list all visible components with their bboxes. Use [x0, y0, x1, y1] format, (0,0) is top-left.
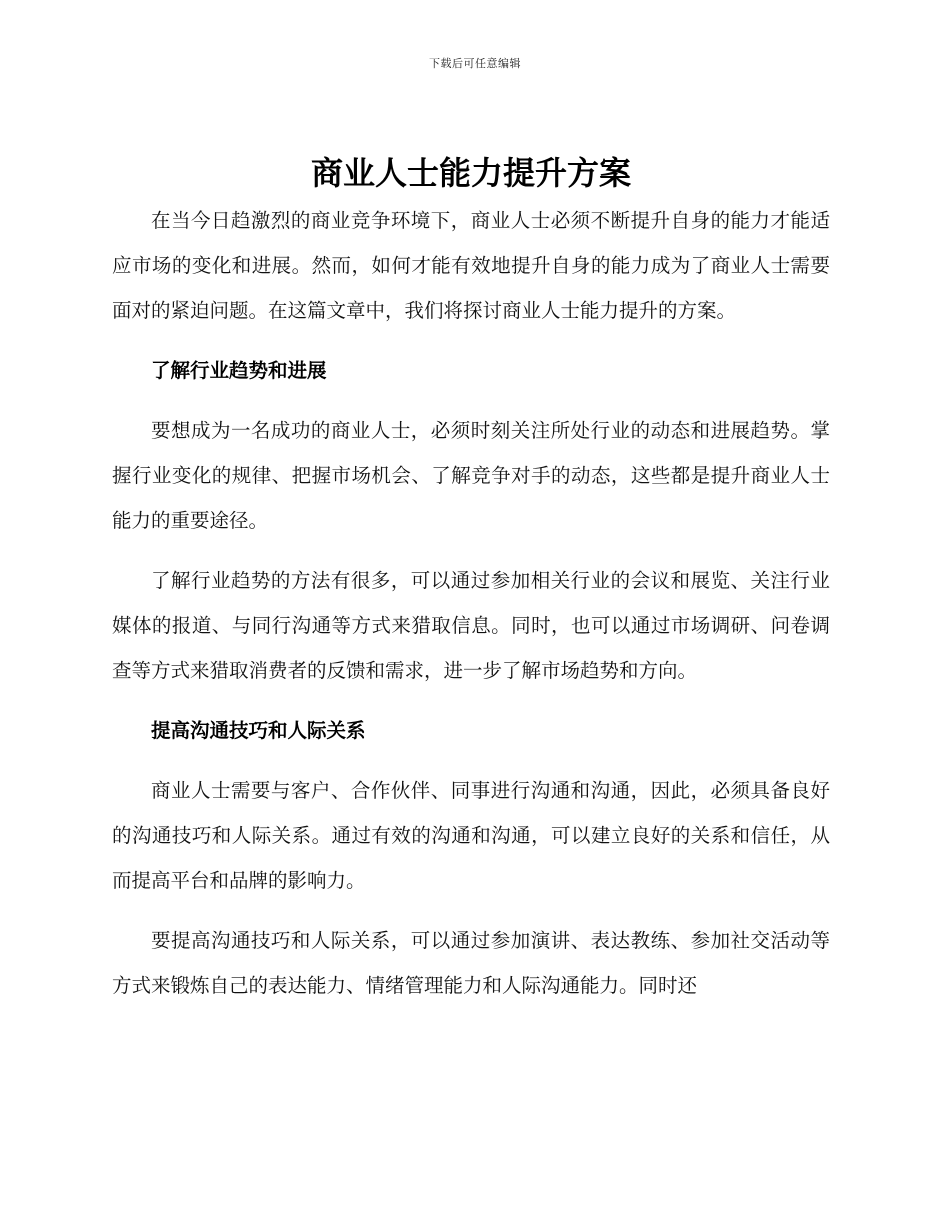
section-heading: 提高沟通技巧和人际关系 — [151, 719, 366, 742]
section-industry-trends — [112, 348, 830, 693]
body-paragraph: 要提高沟通技巧和人际关系，可以通过参加演讲、表达教练、参加社交活动等方式来锻炼自己的表达能力、情绪管理能力和人际沟通能力。同时还 — [112, 929, 830, 997]
header-note: 下载后可任意编辑 — [429, 57, 521, 70]
document-title: 商业人士能力提升方案 — [310, 154, 631, 192]
body-paragraph: 商业人士需要与客户、合作伙伴、同事进行沟通和沟通，因此，必须具备良好的沟通技巧和人际关系。通过有效的沟通和沟通，可以建立良好的关系和信任，从而提高平台和品牌的影响力。 — [112, 779, 830, 892]
section-heading: 了解行业趋势和进展 — [151, 359, 327, 382]
document-body — [112, 148, 830, 1023]
body-paragraph: 了解行业趋势的方法有很多，可以通过参加相关行业的会议和展览、关注行业媒体的报道、与同行沟通等方式来猎取信息。同时，也可以通过市场调研、问卷调查等方式来猎取消费者的反馈和需求，进一步了解市场趋势和方向。 — [112, 569, 830, 682]
section-communication-skills — [112, 708, 830, 1008]
body-paragraph: 要想成为一名成功的商业人士，必须时刻关注所处行业的动态和进展趋势。掌握行业变化的规律、把握市场机会、了解竞争对手的动态，这些都是提升商业人士能力的重要途径。 — [112, 419, 830, 532]
intro-paragraph: 在当今日趋激烈的商业竞争环境下，商业人士必须不断提升自身的能力才能适应市场的变化和进展。然而，如何才能有效地提升自身的能力成为了商业人士需要面对的紧迫问题。在这篇文章中，我们将探讨商业人士能力提升的方案。 — [112, 209, 830, 322]
